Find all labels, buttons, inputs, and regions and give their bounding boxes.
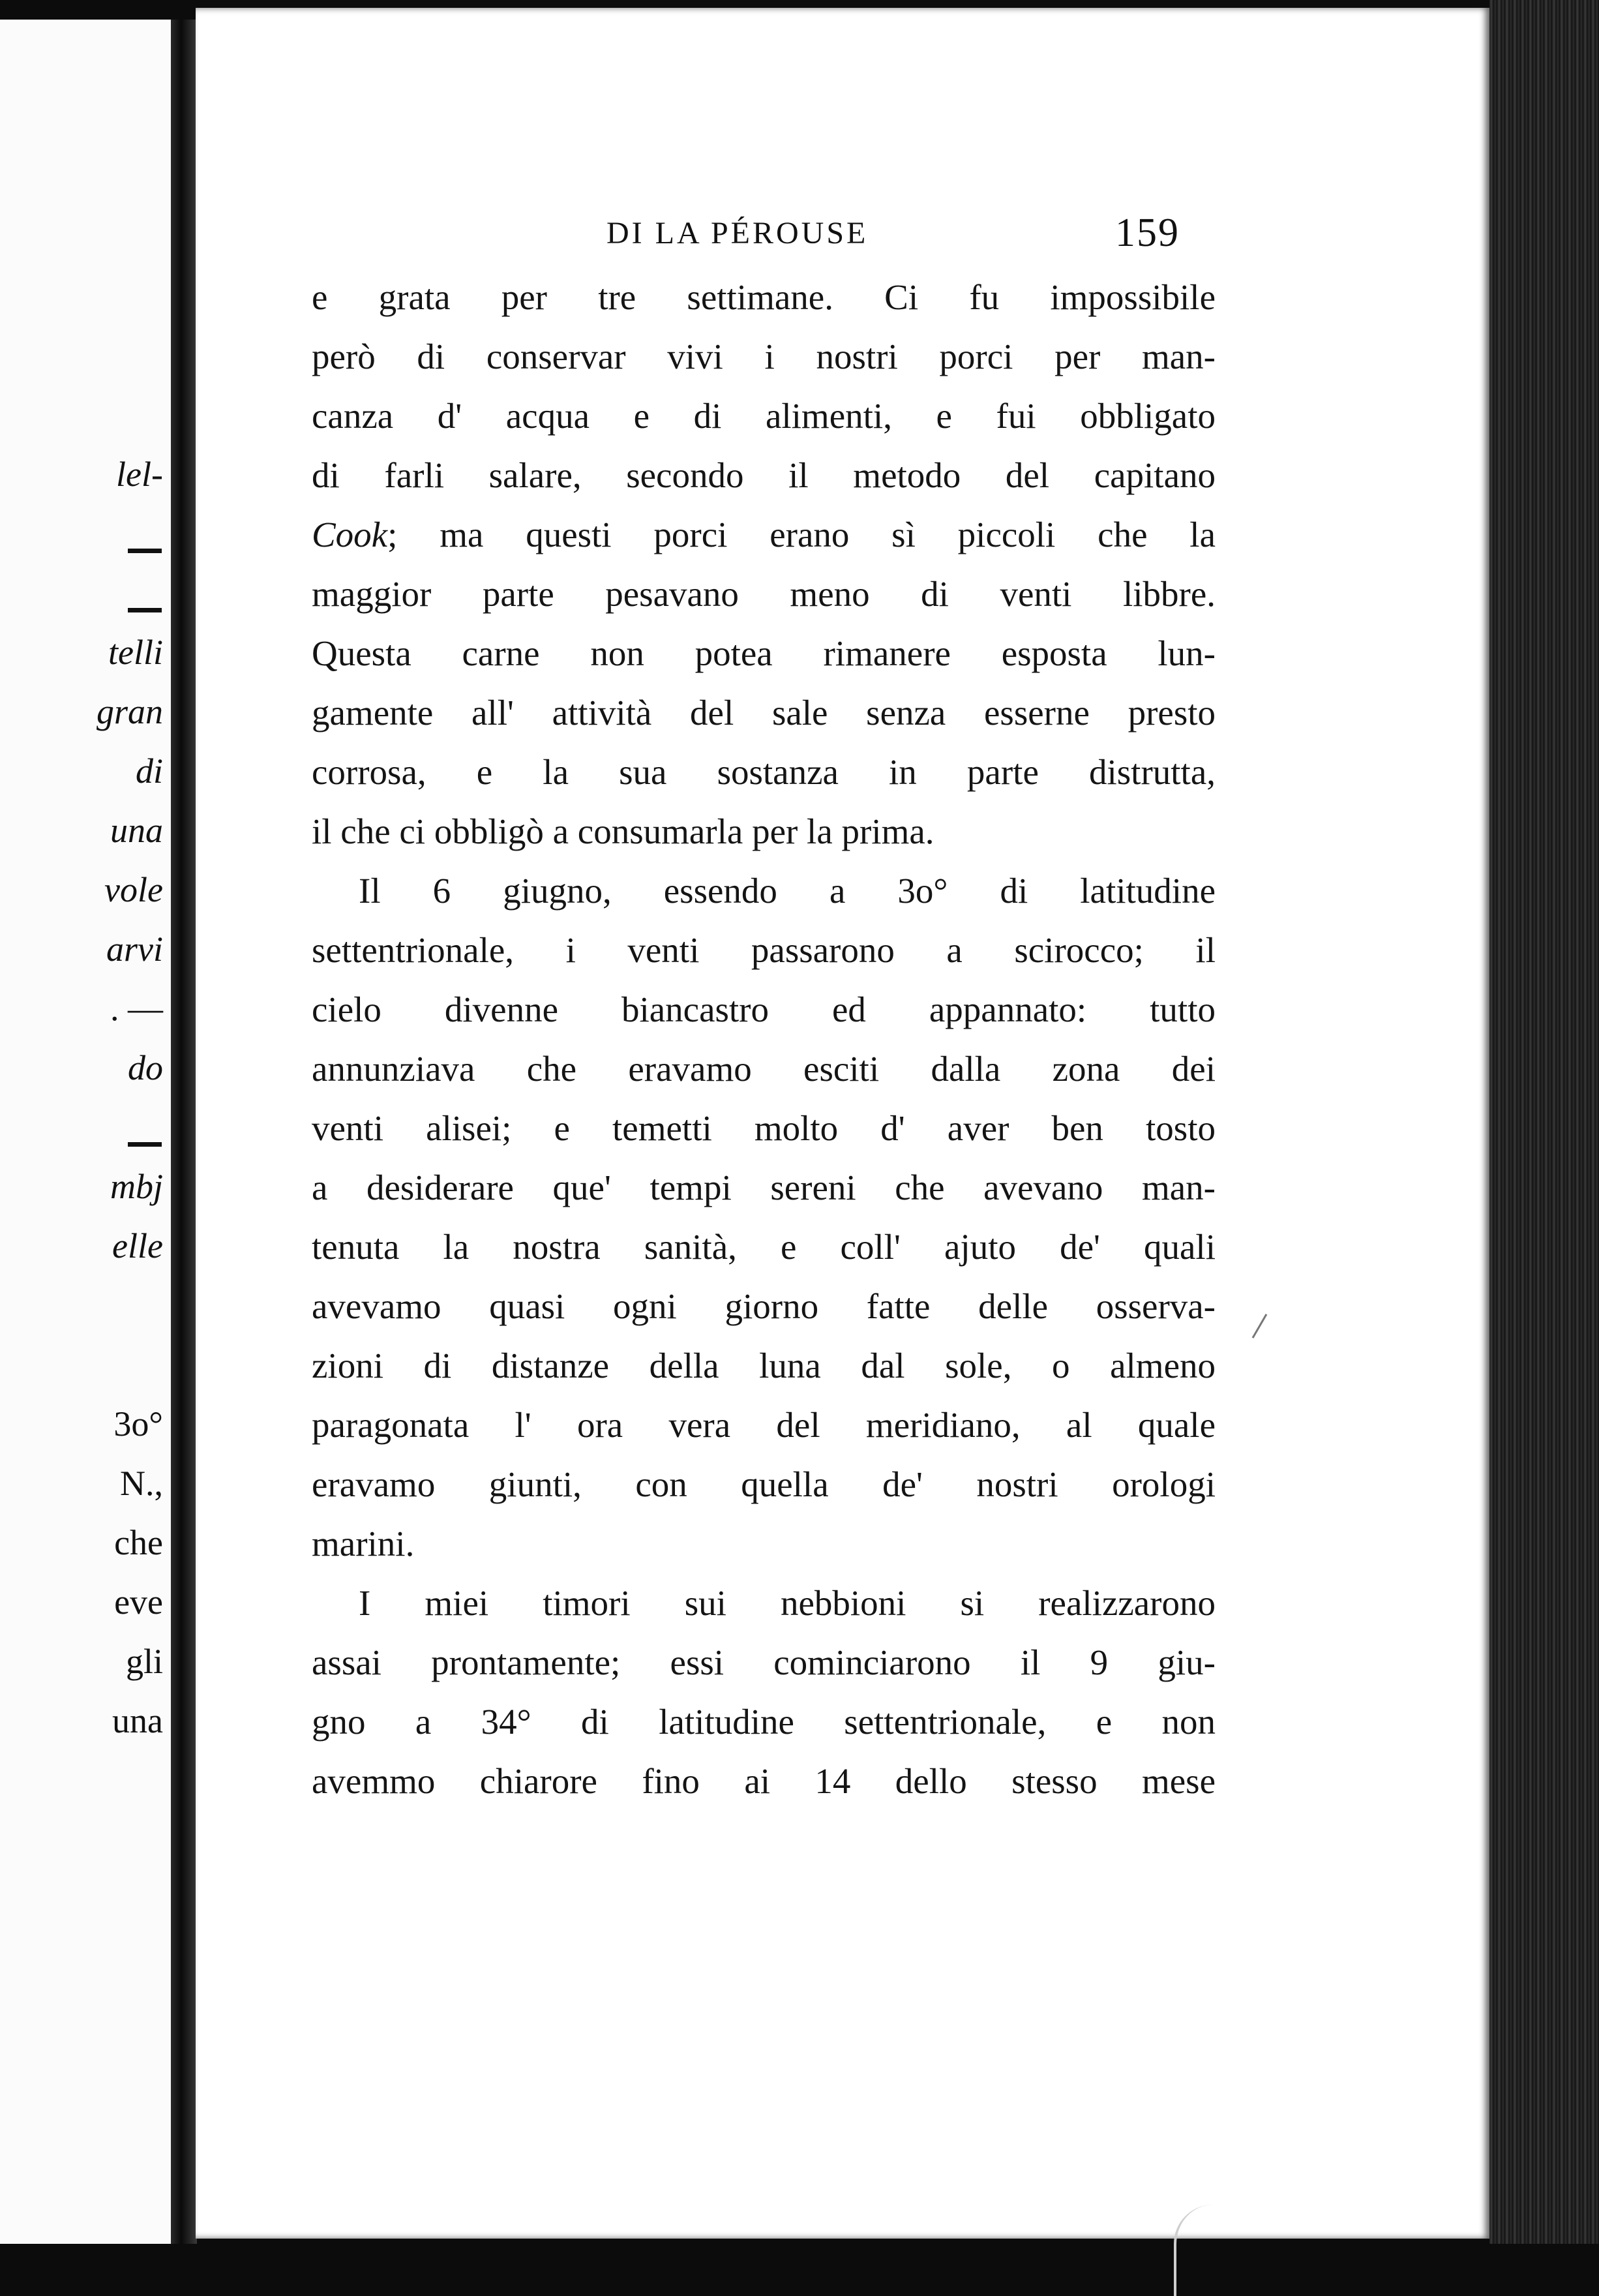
book-page-edges [1489, 0, 1599, 2257]
italic-name: Cook [312, 515, 388, 554]
running-head: DI LA PÉROUSE [606, 216, 869, 250]
text-line: e grata per tre settimane. Ci fu impossibile [312, 277, 1216, 317]
left-page-fragment: vole [104, 870, 163, 909]
left-page-fragment: eve [114, 1582, 163, 1622]
page-header [196, 211, 1489, 267]
text-line: marini. [312, 1524, 415, 1563]
text-line: gamente all' attività del sale senza esserne presto [312, 693, 1216, 733]
text-line: avevamo quasi ogni giorno fatte delle osserva- [312, 1286, 1216, 1326]
text-line-segment: ; ma questi porci erano sì piccoli che la [387, 515, 1216, 554]
left-page-fragment: che [114, 1523, 163, 1562]
left-page-dash [128, 1142, 162, 1147]
text-line [312, 505, 1216, 564]
text-line: venti alisei; e temetti molto d' aver ben tosto [312, 1108, 1216, 1148]
left-page-fragment: mbj [110, 1167, 163, 1206]
left-page-fragment: telli [108, 633, 163, 672]
facing-page-left [0, 20, 171, 2244]
text-line: canza d' acqua e di alimenti, e fui obbligato [312, 396, 1216, 436]
left-page-fragment: do [128, 1048, 163, 1087]
left-page-fragment: arvi [106, 929, 163, 969]
left-page-fragment: 3o° [113, 1404, 163, 1443]
left-page-fragment: una [112, 1701, 163, 1740]
text-line: Il 6 giugno, essendo a 3o° di latitudine [359, 871, 1216, 911]
book-gutter [171, 20, 197, 2244]
text-line: però di conservar vivi i nostri porci per man- [312, 337, 1216, 376]
book-page [196, 8, 1489, 2239]
text-line: annunziava che eravamo esciti dalla zona dei [312, 1049, 1216, 1089]
text-line: maggior parte pesavano meno di venti libbre. [312, 574, 1216, 614]
text-line: il che ci obbligò a consumarla per la prima. [312, 811, 934, 851]
text-line: settentrionale, i venti passarono a scirocco; il [312, 930, 1216, 970]
scan-bottom-border [0, 2244, 1599, 2296]
left-page-fragment: N., [120, 1464, 163, 1503]
text-line: tenuta la nostra sanità, e coll' ajuto de' quali [312, 1227, 1216, 1267]
text-line: zioni di distanze della luna dal sole, o almeno [312, 1346, 1216, 1385]
left-page-dash [128, 608, 162, 612]
left-page-dash [128, 549, 162, 553]
text-line: eravamo giunti, con quella de' nostri orologi [312, 1464, 1216, 1504]
stray-ink-mark [1252, 1314, 1268, 1338]
text-line: corrosa, e la sua sostanza in parte distrutta, [312, 752, 1216, 792]
page-number: 159 [1115, 211, 1180, 255]
left-page-fragment: elle [112, 1226, 163, 1265]
text-line: gno a 34° di latitudine settentrionale, e non [312, 1702, 1216, 1742]
left-page-fragment: . — [110, 989, 163, 1028]
text-line: avemmo chiarore fino ai 14 dello stesso mese [312, 1761, 1216, 1801]
text-line: di farli salare, secondo il metodo del capitano [312, 455, 1216, 495]
left-page-fragment: una [110, 811, 163, 850]
text-line: Questa carne non potea rimanere esposta lun- [312, 633, 1216, 673]
left-page-fragment: gli [125, 1642, 163, 1681]
text-line: cielo divenne biancastro ed appannato: tutto [312, 989, 1216, 1029]
left-page-fragment: gran [96, 692, 163, 731]
page-body-text [312, 267, 1216, 1811]
text-line: assai prontamente; essi cominciarono il 9 giu- [312, 1642, 1216, 1682]
left-page-fragment: lel- [116, 455, 163, 494]
text-line: I miei timori sui nebbioni si realizzarono [359, 1583, 1216, 1623]
text-line: a desiderare que' tempi sereni che avevano man- [312, 1168, 1216, 1207]
text-line: paragonata l' ora vera del meridiano, al quale [312, 1405, 1216, 1445]
left-page-fragment: di [135, 751, 163, 791]
